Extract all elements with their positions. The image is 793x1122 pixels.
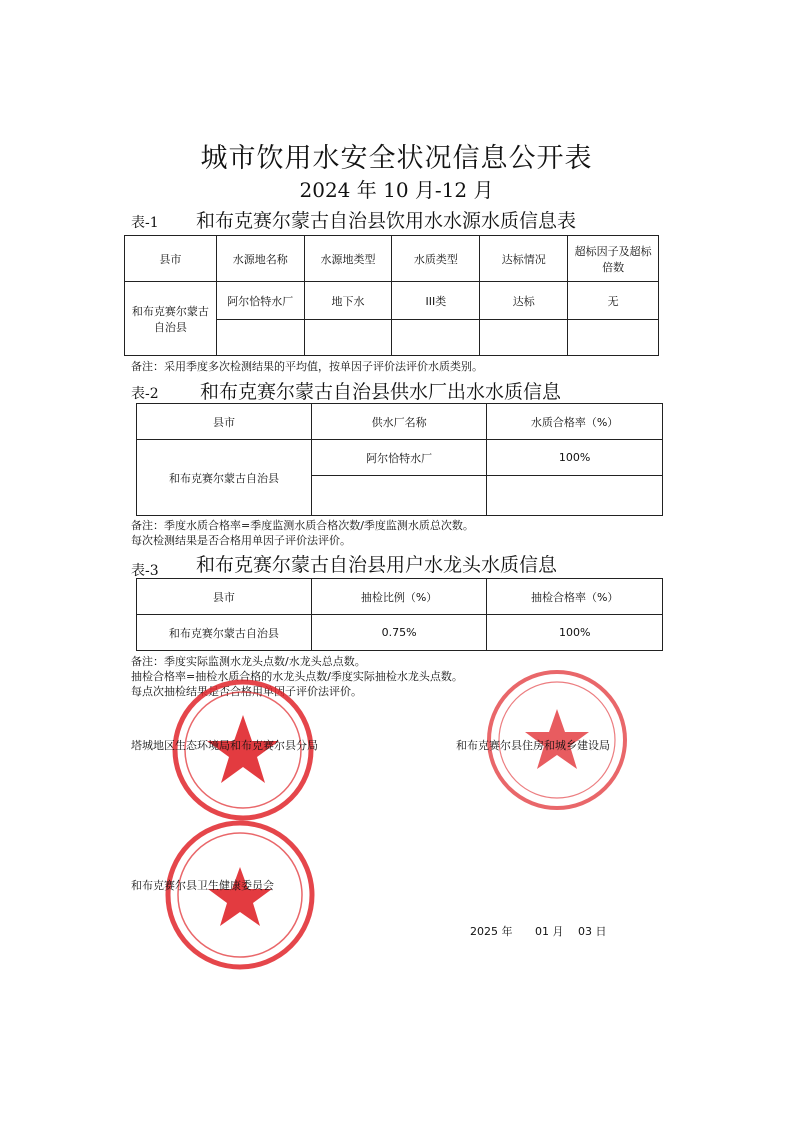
table-cell-county: 和布克赛尔蒙古自治县 — [137, 440, 312, 516]
page-subtitle: 2024 年 10 月-12 月 — [299, 178, 494, 202]
table-cell: 达标 — [480, 282, 568, 320]
table1-title: 和布克赛尔蒙古自治县饮用水水源水质信息表 — [196, 210, 577, 232]
org-ecology-bureau: 塔城地区生态环境局和布克赛尔县分局 — [131, 739, 318, 752]
table-header-cell: 抽检合格率（%） — [487, 579, 663, 615]
table-cell: 无 — [568, 282, 659, 320]
table-header-cell: 抽检比例（%） — [311, 579, 487, 615]
table-header-cell: 县市 — [137, 579, 312, 615]
table-row — [125, 282, 659, 320]
table-header-cell: 达标情况 — [480, 236, 568, 282]
table3-note-2: 抽检合格率=抽检水质合格的水龙头点数/季度实际抽检水龙头点数。 — [131, 670, 463, 683]
table-header-cell: 超标因子及超标倍数 — [568, 236, 659, 282]
table-cell — [312, 476, 487, 516]
table-cell: 100% — [487, 440, 663, 476]
table1-number: 表-1 — [131, 215, 159, 231]
table1-note: 备注：采用季度多次检测结果的平均值，按单因子评价法评价水质类别。 — [131, 360, 483, 373]
official-seal-health — [160, 815, 320, 975]
table2-note-2: 每次检测结果是否合格用单因子评价法评价。 — [131, 534, 351, 547]
table-cell-county: 和布克赛尔蒙古自治县 — [125, 282, 217, 356]
table-header-cell: 县市 — [137, 404, 312, 440]
table2-title: 和布克赛尔蒙古自治县供水厂出水水质信息 — [200, 381, 562, 403]
table-cell — [568, 320, 659, 356]
table-header-cell: 供水厂名称 — [312, 404, 487, 440]
table-cell: 阿尔恰特水厂 — [312, 440, 487, 476]
table1-water-source — [124, 235, 659, 356]
table-header-cell: 水质类型 — [392, 236, 480, 282]
table2-note-1: 备注：季度水质合格率=季度监测水质合格次数/季度监测水质总次数。 — [131, 519, 474, 532]
table-header-cell: 水质合格率（%） — [487, 404, 663, 440]
table-header-row — [125, 236, 659, 282]
table-cell: 地下水 — [304, 282, 392, 320]
table-header-cell: 水源地名称 — [216, 236, 304, 282]
table-cell — [480, 320, 568, 356]
table-cell: 阿尔恰特水厂 — [216, 282, 304, 320]
table3-note-3: 每点次抽检结果是否合格用单因子评价法评价。 — [131, 685, 362, 698]
table3-note-1: 备注：季度实际监测水龙头点数/水龙头总点数。 — [131, 655, 366, 668]
table3-title: 和布克赛尔蒙古自治县用户水龙头水质信息 — [196, 554, 558, 576]
table-header-cell: 县市 — [125, 236, 217, 282]
org-housing-bureau: 和布克赛尔县住房和城乡建设局 — [456, 739, 610, 752]
table3-tap-water — [136, 578, 663, 651]
table-cell — [304, 320, 392, 356]
table-row — [137, 615, 663, 651]
table-cell — [487, 476, 663, 516]
table-row — [137, 440, 663, 476]
table-header-row — [137, 404, 663, 440]
table2-number: 表-2 — [131, 386, 159, 402]
table-cell: 0.75% — [311, 615, 487, 651]
date-month: 01 月 — [535, 925, 564, 938]
table-cell: 和布克赛尔蒙古自治县 — [137, 615, 312, 651]
table2-water-plant — [136, 403, 663, 516]
date-day: 03 日 — [578, 925, 607, 938]
date-year: 2025 年 — [470, 925, 513, 938]
table-cell: 100% — [487, 615, 663, 651]
table-header-cell: 水源地类型 — [304, 236, 392, 282]
table-cell: III类 — [392, 282, 480, 320]
org-health-commission: 和布克赛尔县卫生健康委员会 — [131, 879, 274, 892]
page-title: 城市饮用水安全状况信息公开表 — [200, 143, 593, 174]
table-cell — [392, 320, 480, 356]
table-header-row — [137, 579, 663, 615]
table-cell — [216, 320, 304, 356]
table3-number: 表-3 — [131, 563, 159, 579]
